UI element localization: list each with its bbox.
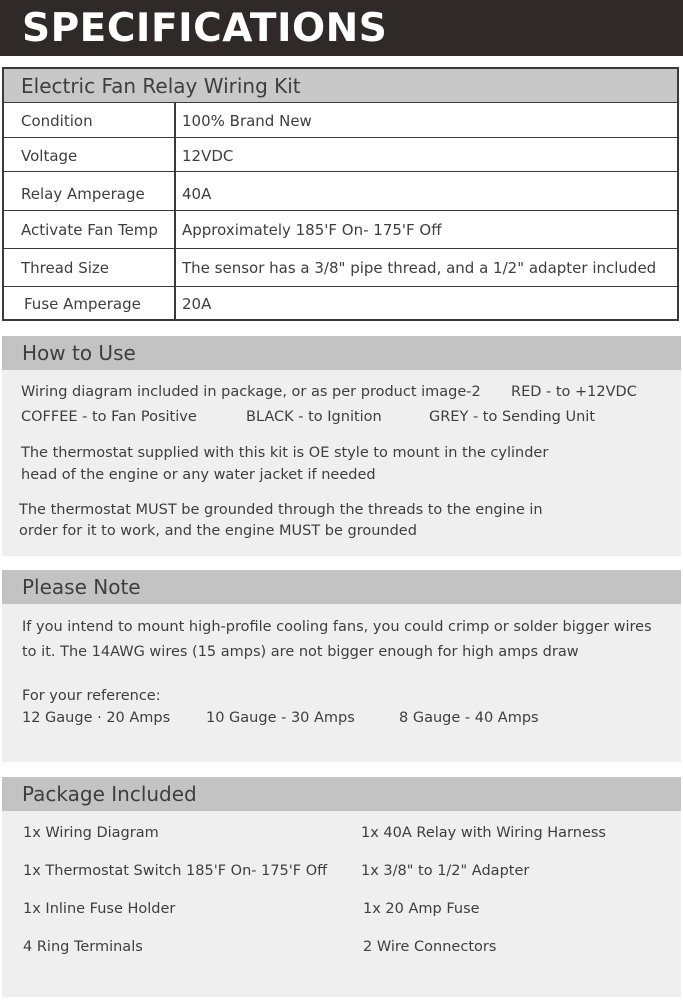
- red-wire-text: RED - to +12VDC: [511, 384, 637, 400]
- spec-row: [4, 103, 677, 138]
- spec-table-header: [4, 69, 677, 103]
- how-to-use-title: How to Use: [22, 341, 136, 365]
- ground-text: The thermostat MUST be grounded through the threads to the engine in: [19, 502, 543, 518]
- spec-value: 100% Brand New: [182, 112, 312, 130]
- please-note-header: [2, 570, 681, 604]
- how-to-use-section: [2, 336, 681, 556]
- gauge-item: 12 Gauge · 20 Amps: [22, 710, 171, 726]
- thermostat-text: The thermostat supplied with this kit is OE style to mount in the cylinder: [21, 445, 549, 461]
- spec-value: The sensor has a 3/8" pipe thread, and a 1/2" adapter included: [182, 259, 657, 277]
- thermostat-text: head of the engine or any water jacket if needed: [21, 467, 376, 483]
- package-item: 1x Inline Fuse Holder: [23, 901, 176, 917]
- ground-text: order for it to work, and the engine MUST be grounded: [19, 523, 417, 539]
- spec-row: [4, 172, 677, 211]
- note-text: to it. The 14AWG wires (15 amps) are not bigger enough for high amps draw: [22, 644, 579, 660]
- spec-row: [4, 211, 677, 249]
- package-title: Package Included: [22, 782, 197, 806]
- spec-value: 40A: [182, 185, 212, 203]
- please-note-section: [2, 570, 681, 762]
- coffee-wire-text: COFFEE - to Fan Positive: [21, 409, 197, 425]
- package-item: 1x 20 Amp Fuse: [363, 901, 480, 917]
- spec-value: Approximately 185'F On- 175'F Off: [182, 221, 442, 239]
- wiring-diagram-text: Wiring diagram included in package, or as per product image-2: [21, 384, 481, 400]
- package-item: 4 Ring Terminals: [23, 939, 143, 955]
- spec-key: Activate Fan Temp: [21, 221, 158, 239]
- package-section: [2, 777, 681, 997]
- package-item: 1x Thermostat Switch 185'F On- 175'F Off: [23, 863, 328, 879]
- package-item: 1x Wiring Diagram: [23, 825, 159, 841]
- gauge-item: 10 Gauge - 30 Amps: [206, 710, 355, 726]
- header-bar: [0, 0, 683, 56]
- package-header: [2, 777, 681, 811]
- spec-table: [2, 67, 679, 321]
- spec-value: 12VDC: [182, 147, 234, 165]
- page-title: SPECIFICATIONS: [22, 6, 388, 51]
- spec-row: [4, 249, 677, 287]
- please-note-title: Please Note: [22, 575, 141, 599]
- how-to-use-header: [2, 336, 681, 370]
- spec-key: Voltage: [21, 147, 78, 165]
- note-text: If you intend to mount high-profile cooling fans, you could crimp or solder bigger wires: [22, 619, 652, 635]
- spec-key: Relay Amperage: [21, 185, 145, 203]
- spec-row: [4, 138, 677, 172]
- package-item: 1x 3/8" to 1/2" Adapter: [361, 863, 530, 879]
- spec-key: Thread Size: [21, 259, 110, 277]
- spec-value: 20A: [182, 295, 212, 313]
- black-wire-text: BLACK - to Ignition: [246, 409, 382, 425]
- spec-row: [4, 287, 677, 319]
- reference-label: For your reference:: [22, 688, 161, 704]
- package-item: 1x 40A Relay with Wiring Harness: [361, 825, 606, 841]
- grey-wire-text: GREY - to Sending Unit: [429, 409, 596, 425]
- spec-table-title: Electric Fan Relay Wiring Kit: [21, 74, 301, 98]
- package-item: 2 Wire Connectors: [363, 939, 497, 955]
- gauge-item: 8 Gauge - 40 Amps: [399, 710, 539, 726]
- spec-key: Condition: [21, 112, 93, 130]
- spec-key: Fuse Amperage: [24, 295, 141, 313]
